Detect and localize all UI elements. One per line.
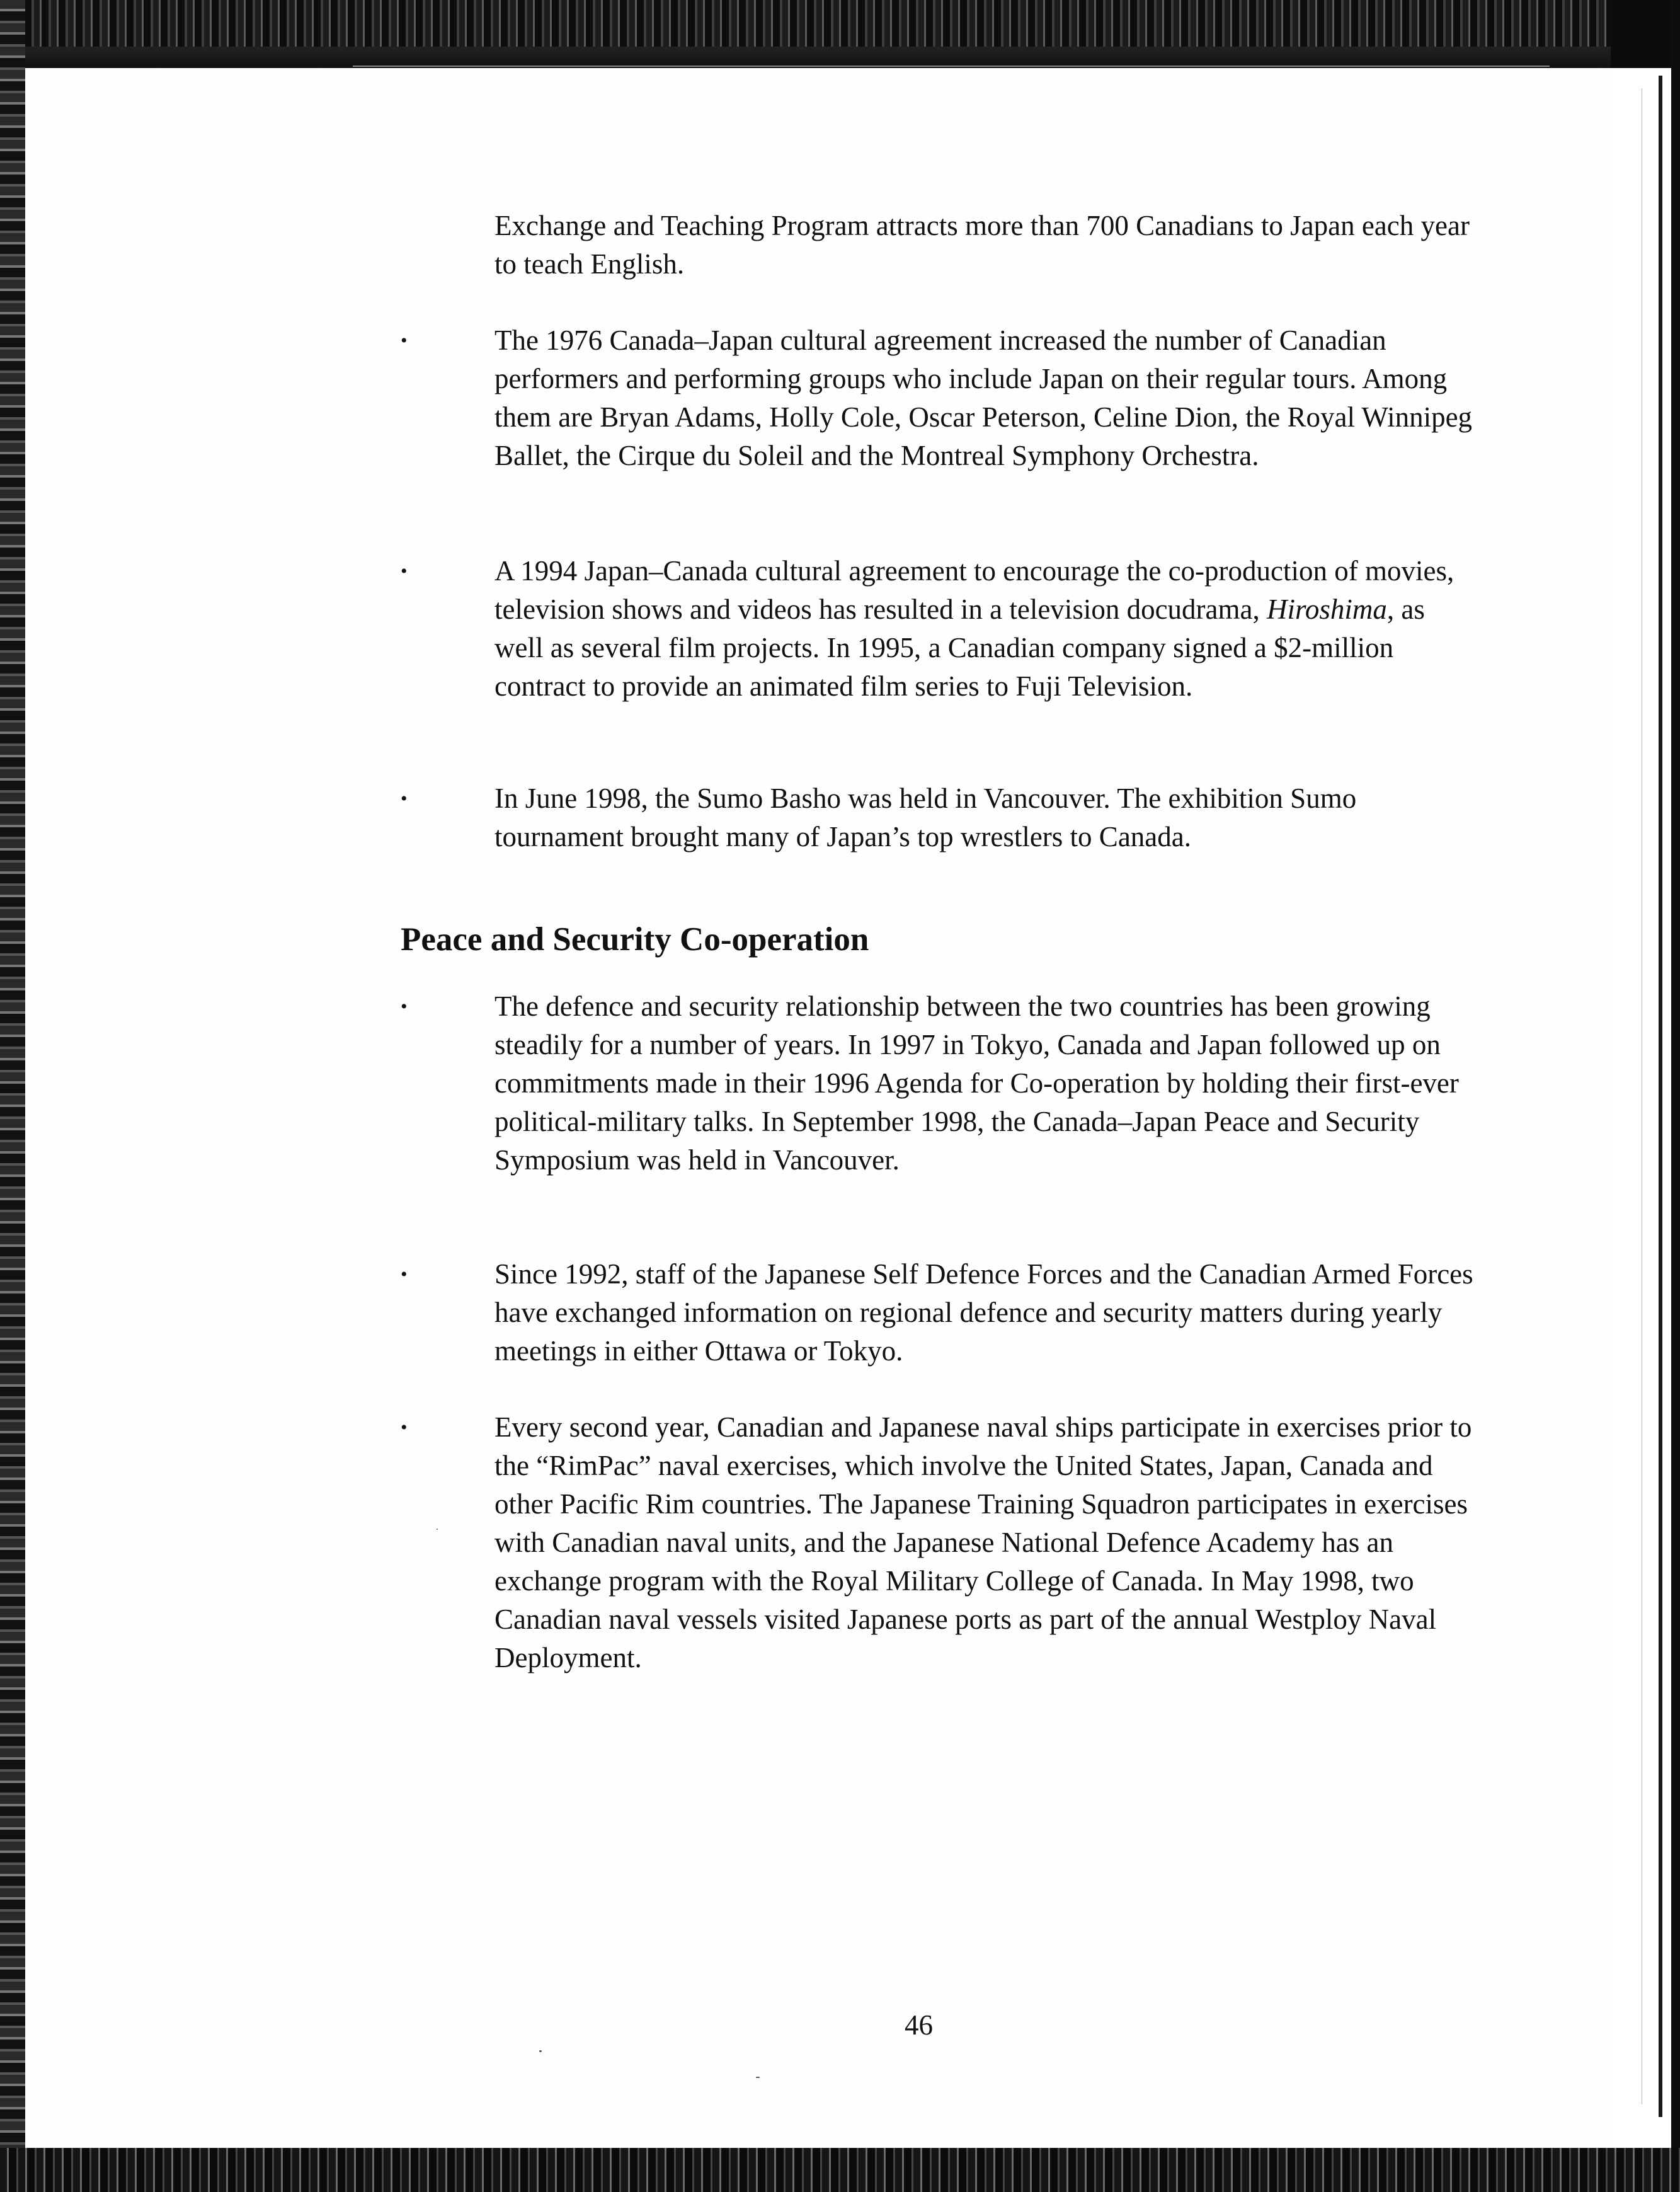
bullet-marker: •: [401, 996, 408, 1017]
page-number: 46: [905, 2009, 933, 2041]
scan-top-rule: [353, 66, 1550, 67]
bullet-marker: •: [401, 330, 408, 351]
bullet-sumo-basho: In June 1998, the Sumo Basho was held in Vancouver. The exhibition Sumo tournament brought many of Japan’s top wrestlers to Canada.: [494, 783, 1357, 852]
bullet-co-production-1994: [494, 552, 1477, 706]
bullet-defence-relationship: The defence and security relationship between the two countries has been growing steadily for a number of years. In 1997 in Tokyo, Canada and Japan followed up on commitments made in their 1996 Agenda for Co-operation by holding their first-ever political-military talks. In September 1998, the Canada–Japan Peace and Security Symposium was held in Vancouver.: [494, 990, 1459, 1176]
bullet-marker: •: [401, 788, 408, 809]
bullet-marker: •: [401, 1264, 408, 1285]
bullet-text-part: , as well as several film projects. In 1995, a Canadian company signed a $2-million contract to provide an animated film series to Fuji Television.: [494, 594, 1425, 702]
scan-border-right: [1611, 0, 1680, 2192]
bullet-cultural-agreement-1976: The 1976 Canada–Japan cultural agreement increased the number of Canadian performers and performing groups who include Japan on their regular tours. Among them are Bryan Adams, Holly Cole, Oscar Peterson, Celine Dion, the Royal Winnipeg Ballet, the Cirque du Soleil and the Montreal Symphony Orchestra.: [494, 324, 1473, 471]
bullet-naval-exercises: Every second year, Canadian and Japanese naval ships participate in exercises prior to the “RimPac” naval exercises, which involve the United States, Japan, Canada and other Pacific Rim countries. The Japanese Training Squadron participates in exercises with Canadian naval units, and the Japanese National Defence Academy has an exchange program with the Royal Military College of Canada. In May 1998, two Canadian naval vessels visited Japanese ports as part of the annual Westploy Naval Deployment.: [494, 1411, 1472, 1673]
scan-speck: [539, 2050, 542, 2052]
scan-border-top: [0, 0, 1680, 68]
bullet-marker: •: [401, 1417, 408, 1438]
scan-corner: [1611, 0, 1680, 68]
scan-speck: [437, 1529, 438, 1530]
film-title-hiroshima: Hiroshima: [1267, 594, 1387, 625]
section-heading: Peace and Security Co-operation: [401, 921, 869, 958]
bullet-self-defence-forces: Since 1992, staff of the Japanese Self Defence Forces and the Canadian Armed Forces have exchanged information on regional defence and security matters during yearly meetings in either Ottawa or Tokyo.: [494, 1258, 1473, 1367]
scan-speck: [756, 2077, 760, 2078]
bullet-marker: •: [401, 561, 408, 582]
scan-edge-line: [1659, 76, 1662, 2117]
scan-border-left: [0, 0, 25, 2192]
scan-edge-bar: [1671, 0, 1680, 2192]
bullet-text-part: A 1994 Japan–Canada cultural agreement to encourage the co-production of movies, television shows and videos has resulted in a television docudrama,: [494, 555, 1454, 625]
continuation-paragraph: Exchange and Teaching Program attracts more than 700 Canadians to Japan each year to teach English.: [494, 210, 1470, 280]
scan-border-bottom: [0, 2148, 1680, 2192]
